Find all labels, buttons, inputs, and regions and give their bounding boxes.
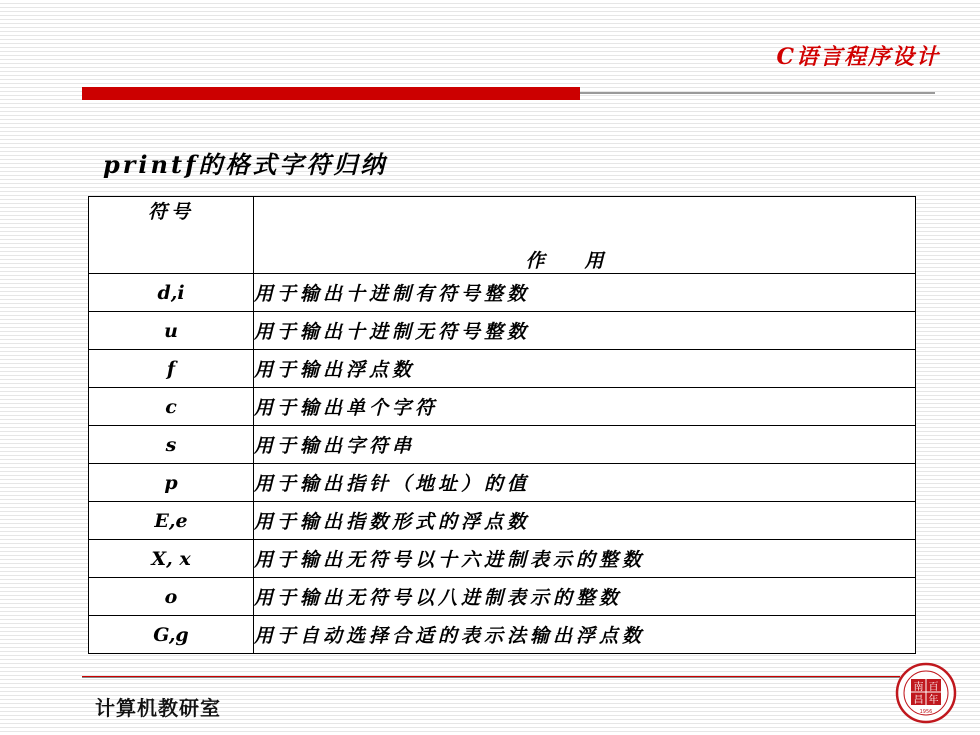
table-row [89, 540, 916, 578]
header-red-rule [82, 87, 580, 100]
seal-char-2: 百 [928, 682, 939, 693]
footer-gray-rule [82, 677, 900, 678]
row-symbol: E,e [89, 502, 254, 540]
column-header-use: 作用 [254, 197, 916, 274]
table-header-row [89, 197, 916, 274]
row-use: 用于输出字符串 [254, 426, 916, 464]
table-row [89, 578, 916, 616]
table-row [89, 502, 916, 540]
seal-year: 1956 [919, 709, 933, 715]
column-header-symbol: 符号 [89, 197, 254, 274]
table-row [89, 274, 916, 312]
row-use: 用于输出指数形式的浮点数 [254, 502, 916, 540]
row-symbol: f [89, 350, 254, 388]
table-row [89, 616, 916, 654]
seal-char-1: 南 [913, 682, 924, 693]
row-symbol: s [89, 426, 254, 464]
table-row [89, 388, 916, 426]
row-use: 用于输出浮点数 [254, 350, 916, 388]
course-title: C语言程序设计 [776, 44, 940, 70]
row-symbol: u [89, 312, 254, 350]
row-symbol: p [89, 464, 254, 502]
row-use: 用于自动选择合适的表示法输出浮点数 [254, 616, 916, 654]
row-symbol: o [89, 578, 254, 616]
table-row [89, 426, 916, 464]
table-row [89, 312, 916, 350]
table-row [89, 350, 916, 388]
footer-department: 计算机教研室 [95, 696, 221, 720]
row-symbol: c [89, 388, 254, 426]
slide-heading: printf的格式字符归纳 [103, 150, 388, 179]
seal-char-3: 昌 [913, 695, 924, 706]
format-table [88, 196, 916, 654]
row-use: 用于输出无符号以八进制表示的整数 [254, 578, 916, 616]
row-symbol: G,g [89, 616, 254, 654]
header-gray-rule [580, 92, 935, 94]
row-use: 用于输出十进制无符号整数 [254, 312, 916, 350]
row-use: 用于输出十进制有符号整数 [254, 274, 916, 312]
university-seal-logo [895, 662, 957, 724]
row-use: 用于输出无符号以十六进制表示的整数 [254, 540, 916, 578]
row-use: 用于输出指针（地址）的值 [254, 464, 916, 502]
row-symbol: d,i [89, 274, 254, 312]
row-use: 用于输出单个字符 [254, 388, 916, 426]
table-row [89, 464, 916, 502]
seal-char-4: 年 [928, 695, 939, 706]
row-symbol: X, x [89, 540, 254, 578]
